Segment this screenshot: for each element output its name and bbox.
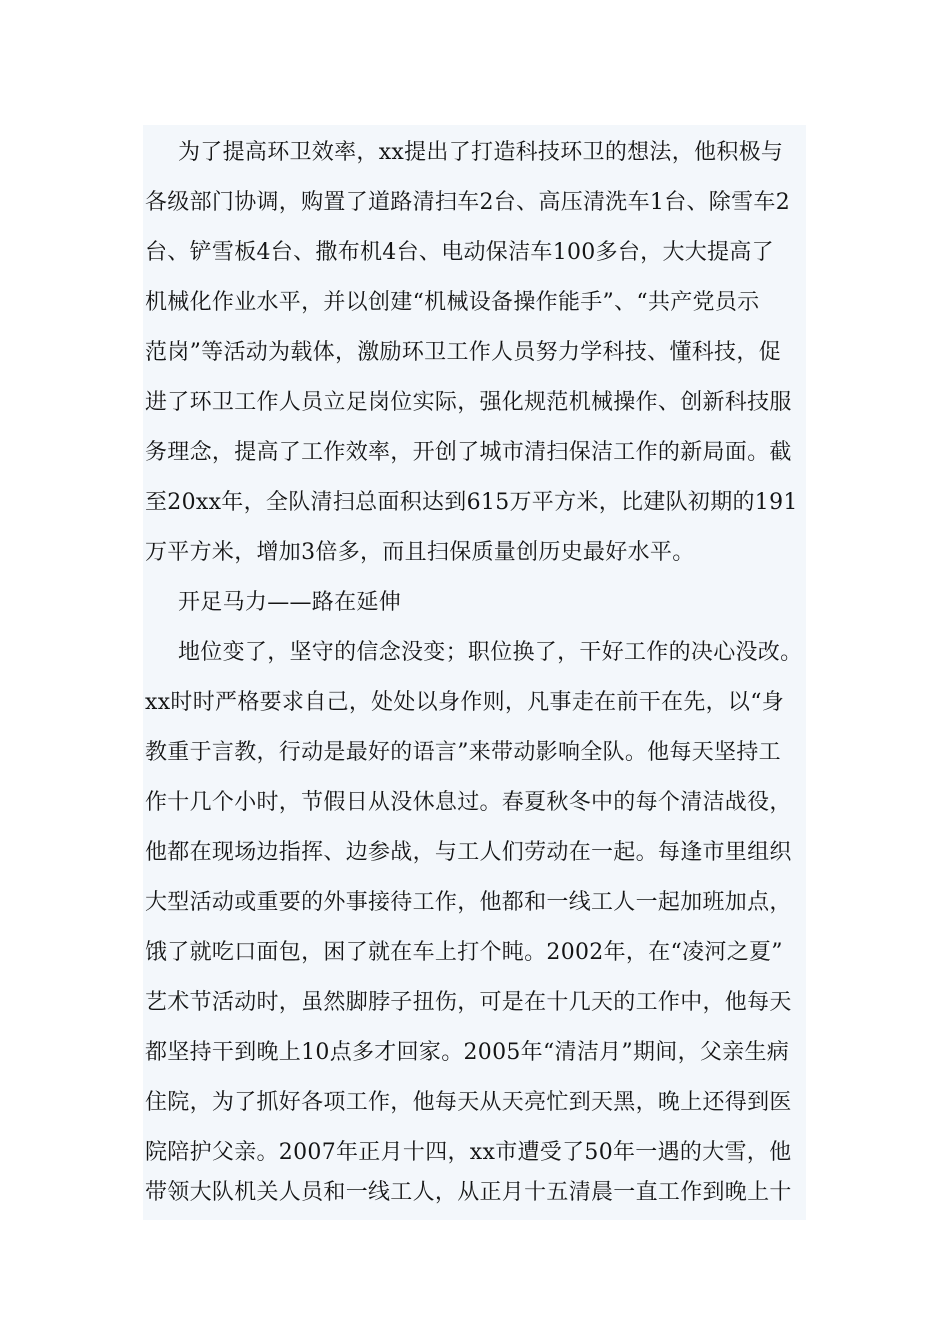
- paragraph-line: 为了提高环卫效率，xx提出了打造科技环卫的想法，他积极与: [178, 140, 784, 165]
- paragraph-line: 进了环卫工作人员立足岗位实际，强化规范机械操作、创新科技服: [145, 390, 792, 415]
- paragraph-line: 饿了就吃口面包，困了就在车上打个盹。2002年，在“凌河之夏”: [145, 940, 783, 965]
- text-body: [143, 125, 806, 1220]
- paragraph-line: 地位变了，坚守的信念没变；职位换了，干好工作的决心没改。: [178, 640, 803, 665]
- paragraph-line: 范岗”等活动为载体，激励环卫工作人员努力学科技、懂科技，促: [145, 340, 781, 365]
- paragraph-line: 万平方米，增加3倍多，而且扫保质量创历史最好水平。: [145, 540, 695, 565]
- paragraph-line: 各级部门协调，购置了道路清扫车2台、高压清洗车1台、除雪车2: [145, 190, 790, 215]
- paragraph-line: 至20xx年，全队清扫总面积达到615万平方米，比建队初期的191: [145, 490, 798, 515]
- paragraph-line: 艺术节活动时，虽然脚脖子扭伤，可是在十几天的工作中，他每天: [145, 990, 792, 1015]
- paragraph-line: 带领大队机关人员和一线工人，从正月十五清晨一直工作到晚上十: [145, 1180, 792, 1205]
- paragraph-line: 他都在现场边指挥、边参战，与工人们劳动在一起。每逢市里组织: [145, 840, 792, 865]
- paragraph-line: 机械化作业水平，并以创建“机械设备操作能手”、“共产党员示: [145, 290, 760, 315]
- paragraph-line: 教重于言教，行动是最好的语言”来带动影响全队。他每天坚持工: [145, 740, 781, 765]
- paragraph-line: 住院，为了抓好各项工作，他每天从天亮忙到天黑，晚上还得到医: [145, 1090, 792, 1115]
- paragraph-line: 都坚持干到晚上10点多才回家。2005年“清洁月”期间，父亲生病: [145, 1040, 790, 1065]
- paragraph-line: 务理念，提高了工作效率，开创了城市清扫保洁工作的新局面。截: [145, 440, 792, 465]
- paragraph-line: 大型活动或重要的外事接待工作，他都和一线工人一起加班加点，: [145, 890, 792, 915]
- section-heading: 开足马力——路在延伸: [178, 590, 402, 615]
- paragraph-line: 台、铲雪板4台、撒布机4台、电动保洁车100多台，大大提高了: [145, 240, 774, 265]
- paragraph-line: 院陪护父亲。2007年正月十四，xx市遭受了50年一遇的大雪，他: [145, 1140, 792, 1165]
- paragraph-line: xx时时严格要求自己，处处以身作则，凡事走在前干在先，以“身: [145, 690, 785, 715]
- paragraph-line: 作十几个小时，节假日从没休息过。春夏秋冬中的每个清洁战役，: [145, 790, 792, 815]
